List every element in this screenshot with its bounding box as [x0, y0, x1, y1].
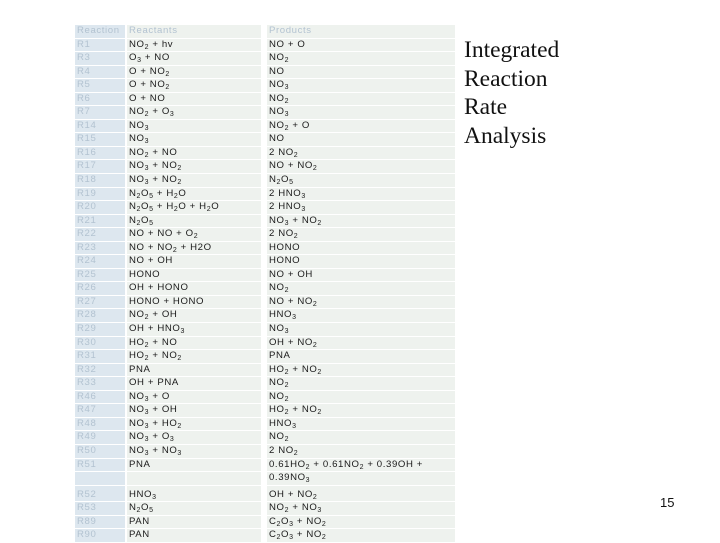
- table-row: [75, 309, 455, 323]
- reaction-id: R46: [75, 391, 125, 405]
- reactants-cell: $NO_2 + O_3$: [127, 106, 261, 120]
- reaction-table: [75, 25, 455, 543]
- reactants-cell: $O_3$ + NO: [127, 52, 261, 66]
- reactants-cell: $NO_3$: [127, 120, 261, 134]
- table-row: [75, 404, 455, 418]
- reaction-id: R17: [75, 160, 125, 174]
- products-cell: $N_2O_5$: [267, 174, 455, 188]
- products-cell: 2 $NO_2$: [267, 147, 455, 161]
- table-row: [75, 486, 455, 503]
- products-cell: $HO_2 + NO_2$: [267, 364, 455, 378]
- table-row: [75, 79, 455, 93]
- products-cell: 2 $HNO_3$: [267, 188, 455, 202]
- products-cell: NO + OH: [267, 269, 455, 283]
- reaction-id: R47: [75, 404, 125, 418]
- products-cell: $HNO_3$: [267, 309, 455, 323]
- products-cell: HONO: [267, 242, 455, 256]
- reaction-id: R52: [75, 486, 125, 503]
- table-row: [75, 133, 455, 147]
- table-row: [75, 160, 455, 174]
- reactants-cell: $NO_3 + O_3$: [127, 431, 261, 445]
- reactants-cell: $O + NO_2$: [127, 66, 261, 80]
- products-cell: $NO_2$: [267, 52, 455, 66]
- reactants-cell: OH + HONO: [127, 282, 261, 296]
- products-cell: 2 $NO_2$: [267, 445, 455, 459]
- table-row: [75, 228, 455, 242]
- table-row: [75, 377, 455, 391]
- reaction-id: R31: [75, 350, 125, 364]
- products-cell: NO: [267, 133, 455, 147]
- products-cell: $NO_3$: [267, 106, 455, 120]
- header-reactants: Reactants: [127, 25, 261, 39]
- table-row: [75, 282, 455, 296]
- reactants-cell: O + NO: [127, 93, 261, 107]
- reactants-cell: $N_2O_5 + H_2O + H_2O$: [127, 201, 261, 215]
- reaction-id: R21: [75, 215, 125, 229]
- reaction-id: R19: [75, 188, 125, 202]
- products-cell: NO: [267, 66, 455, 80]
- products-cell: HONO: [267, 255, 455, 269]
- table-row: [75, 120, 455, 134]
- table-row: [75, 337, 455, 351]
- table-row: [75, 242, 455, 256]
- reaction-id: R32: [75, 364, 125, 378]
- products-cell: $NO_3$: [267, 323, 455, 337]
- reactants-cell: PAN: [127, 529, 261, 543]
- reactants-cell: $NO_3$ + OH: [127, 404, 261, 418]
- reaction-id: R33: [75, 377, 125, 391]
- products-cell: $0.39NO_3$: [267, 472, 455, 486]
- table-row: [75, 431, 455, 445]
- reactants-cell: NO + NO + $O_2$: [127, 228, 261, 242]
- products-cell: $NO_2$: [267, 391, 455, 405]
- reaction-id: R48: [75, 418, 125, 432]
- reaction-id: R14: [75, 120, 125, 134]
- table-row: [75, 323, 455, 337]
- products-cell: OH + $NO_2$: [267, 337, 455, 351]
- reactants-cell: $NO_3 + HO_2$: [127, 418, 261, 432]
- products-cell: $NO_2$: [267, 431, 455, 445]
- title-line: Analysis: [464, 122, 547, 149]
- table-row: [75, 472, 455, 486]
- reactants-cell: PAN: [127, 516, 261, 530]
- title-line: Integrated: [464, 37, 560, 63]
- reactants-cell: $HO_2 + NO_2$: [127, 350, 261, 364]
- reaction-id: R30: [75, 337, 125, 351]
- table-row: [75, 201, 455, 215]
- table-row: [75, 418, 455, 432]
- reaction-id: R25: [75, 269, 125, 283]
- reactants-cell: $NO_3 + NO_3$: [127, 445, 261, 459]
- reactants-cell: HONO: [127, 269, 261, 283]
- table-row: [75, 364, 455, 378]
- table-row: [75, 269, 455, 283]
- reaction-id: R51: [75, 459, 125, 473]
- reaction-id: R3: [75, 52, 125, 66]
- table-row: [75, 93, 455, 107]
- products-cell: NO + $NO_2$: [267, 296, 455, 310]
- reactants-cell: $NO_3 + NO_2$: [127, 160, 261, 174]
- products-cell: $C_2O_3 + NO_2$: [267, 529, 455, 543]
- reactants-cell: NO + $NO_2 + H2O$: [127, 242, 261, 256]
- reaction-id: R23: [75, 242, 125, 256]
- reaction-id: R50: [75, 445, 125, 459]
- reaction-id: R5: [75, 79, 125, 93]
- reactants-cell: OH + PNA: [127, 377, 261, 391]
- products-cell: $HNO_3$: [267, 418, 455, 432]
- reaction-id: R53: [75, 502, 125, 516]
- reactants-cell: $NO_2$ + hv: [127, 39, 261, 53]
- table-row: [75, 66, 455, 80]
- table-row: [75, 106, 455, 120]
- table-row: [75, 445, 455, 459]
- products-cell: 2 $NO_2$: [267, 228, 455, 242]
- table-row: [75, 296, 455, 310]
- products-cell: 2 $HNO_3$: [267, 201, 455, 215]
- table-row: [75, 147, 455, 161]
- header-reaction: Reaction: [75, 25, 125, 39]
- products-cell: $NO_2$: [267, 282, 455, 296]
- reaction-id: [75, 472, 125, 486]
- reactants-cell: $NO_3$: [127, 133, 261, 147]
- products-cell: NO + $NO_2$: [267, 160, 455, 174]
- table-row: [75, 174, 455, 188]
- title-line: Reaction: [464, 65, 548, 92]
- table-header-row: [75, 25, 455, 39]
- reactants-cell: $NO_3 + NO_2$: [127, 174, 261, 188]
- products-cell: $C_2O_3 + NO_2$: [267, 516, 455, 530]
- products-cell: NO + O: [267, 39, 455, 53]
- reactants-cell: $NO_2$ + NO: [127, 147, 261, 161]
- reaction-id: R49: [75, 431, 125, 445]
- table-row: [75, 350, 455, 364]
- reactants-cell: $N_2O_5$: [127, 215, 261, 229]
- table-row: [75, 502, 455, 516]
- slide-title: [464, 36, 559, 150]
- reaction-id: R90: [75, 529, 125, 543]
- reactants-cell: $NO_3 + O$: [127, 391, 261, 405]
- reaction-id: R18: [75, 174, 125, 188]
- reactants-cell: PNA: [127, 459, 261, 473]
- title-line: Rate: [464, 94, 508, 120]
- reactants-cell: NO + OH: [127, 255, 261, 269]
- reaction-id: R28: [75, 309, 125, 323]
- reaction-id: R27: [75, 296, 125, 310]
- table-row: [75, 215, 455, 229]
- reaction-id: R22: [75, 228, 125, 242]
- reactants-cell: $NO_2$ + OH: [127, 309, 261, 323]
- products-cell: OH + $NO_2$: [267, 486, 455, 503]
- table-row: [75, 188, 455, 202]
- products-cell: PNA: [267, 350, 455, 364]
- table-row: [75, 459, 455, 473]
- reactants-cell: $N_2O_5$: [127, 502, 261, 516]
- products-cell: $NO_3$: [267, 79, 455, 93]
- reaction-id: R7: [75, 106, 125, 120]
- header-products: Products: [267, 25, 455, 39]
- reaction-id: R26: [75, 282, 125, 296]
- products-cell: $NO_2$: [267, 93, 455, 107]
- reaction-id: R6: [75, 93, 125, 107]
- products-cell: $HO_2 + NO_2$: [267, 404, 455, 418]
- products-cell: $NO_2$: [267, 377, 455, 391]
- table-row: [75, 529, 455, 543]
- table-row: [75, 39, 455, 53]
- reaction-id: R15: [75, 133, 125, 147]
- products-cell: $NO_2 + O$: [267, 120, 455, 134]
- reaction-id: R1: [75, 39, 125, 53]
- reaction-id: R29: [75, 323, 125, 337]
- table-row: [75, 391, 455, 405]
- table-row: [75, 255, 455, 269]
- products-cell: $0.61HO_2 + 0.61NO_2 + 0.39OH$ +: [267, 459, 455, 473]
- reaction-id: R89: [75, 516, 125, 530]
- reactants-cell: PNA: [127, 364, 261, 378]
- reactants-cell: $O + NO_2$: [127, 79, 261, 93]
- products-cell: $NO_3 + NO_2$: [267, 215, 455, 229]
- reaction-id: R4: [75, 66, 125, 80]
- reaction-id: R16: [75, 147, 125, 161]
- reaction-id: R24: [75, 255, 125, 269]
- products-cell: $NO_2 + NO_3$: [267, 502, 455, 516]
- reactants-cell: OH + $HNO_3$: [127, 323, 261, 337]
- reactants-cell: $HNO_3$: [127, 486, 261, 503]
- reaction-table-body: [75, 25, 455, 543]
- table-row: [75, 516, 455, 530]
- page-number: 15: [660, 495, 675, 510]
- reactants-cell: $N_2O_5 + H_2O$: [127, 188, 261, 202]
- reactants-cell: HONO + HONO: [127, 296, 261, 310]
- reactants-cell: [127, 472, 261, 486]
- reaction-id: R20: [75, 201, 125, 215]
- reactants-cell: $HO_2$ + NO: [127, 337, 261, 351]
- table-row: [75, 52, 455, 66]
